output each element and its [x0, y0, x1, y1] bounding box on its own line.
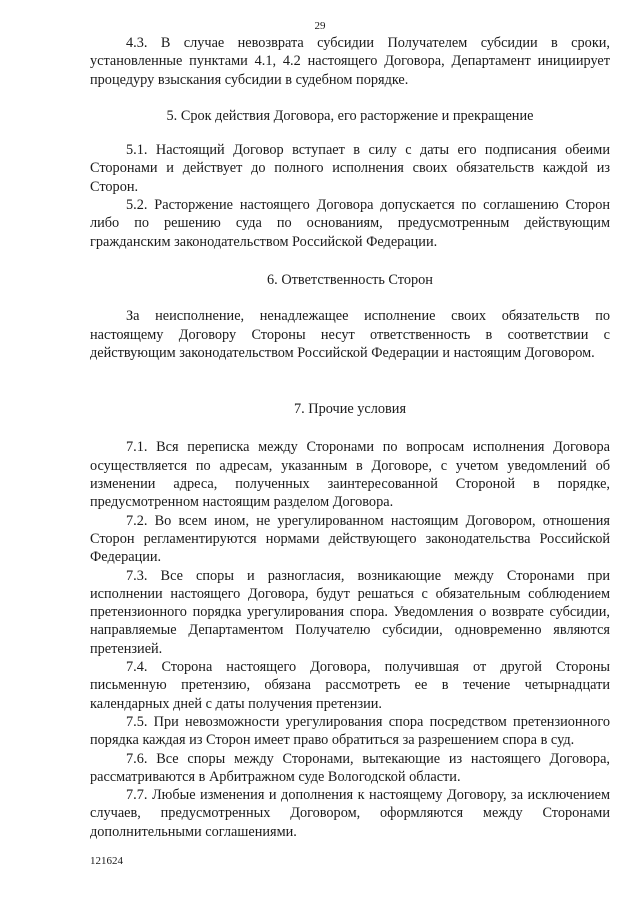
page-number: 29	[314, 20, 326, 32]
clause-7-1: 7.1. Вся переписка между Сторонами по вопросам исполнения Договора осуществляется по адресам, указанным в Договоре, с учетом уведомлений об изменении адреса, полученных заинтересованной Стороной в порядке, предусмотренном настоящим разделом Договора.	[90, 439, 610, 511]
section-6-heading: 6. Ответственность Сторон	[267, 271, 433, 288]
clause-7-6: 7.6. Все споры между Сторонами, вытекающие из настоящего Договора, рассматриваются в Арбитражном суде Вологодской области.	[90, 750, 610, 785]
section-5-heading: 5. Срок действия Договора, его расторжение и прекращение	[166, 107, 534, 124]
document-body	[90, 34, 610, 841]
clause-7-3: 7.3. Все споры и разногласия, возникающие между Сторонами при исполнении настоящего Договора, будут решаться с обязательным соблюдением претензионного порядка урегулирования спора. Уведомления о возврате субсидии, направляемые Департаментом Получателю субсидии, одновременно являются претензией.	[90, 567, 610, 657]
clause-5-1: 5.1. Настоящий Договор вступает в силу с даты его подписания обеими Сторонами и действует до полного исполнения своих обязательств каждой из Сторон.	[90, 142, 610, 195]
clause-6: За неисполнение, ненадлежащее исполнение своих обязательств по настоящему Договору Стороны несут ответственность в соответствии с действующим законодательством Российской Федерации и настоящим Договором.	[90, 308, 610, 361]
clause-7-7: 7.7. Любые изменения и дополнения к настоящему Договору, за исключением случаев, предусмотренных Договором, оформляются между Сторонами дополнительными соглашениями.	[90, 787, 610, 840]
document-code: 121624	[90, 855, 123, 867]
clause-7-2: 7.2. Во всем ином, не урегулированном настоящим Договором, отношения Сторон регламентируются нормами действующего законодательства Российской Федерации.	[90, 512, 610, 566]
section-7-heading: 7. Прочие условия	[293, 401, 407, 418]
clause-7-4: 7.4. Сторона настоящего Договора, получившая от другой Стороны письменную претензию, обязана рассмотреть ее в течение четырнадцати календарных дней с даты получения претензии.	[90, 659, 610, 712]
clause-4-3: 4.3. В случае невозврата субсидии Получателем субсидии в сроки, установленные пунктами 4.1, 4.2 настоящего Договора, Департамент инициирует процедуру взыскания субсидии в судебном порядке.	[90, 35, 610, 88]
clause-7-5: 7.5. При невозможности урегулирования спора посредством претензионного порядка каждая из Сторон имеет право обратиться за разрешением спора в суд.	[90, 713, 610, 749]
clause-5-2: 5.2. Расторжение настоящего Договора допускается по соглашению Сторон либо по решению суда по основаниям, предусмотренным действующим гражданским законодательством Российской Федерации.	[90, 197, 610, 250]
